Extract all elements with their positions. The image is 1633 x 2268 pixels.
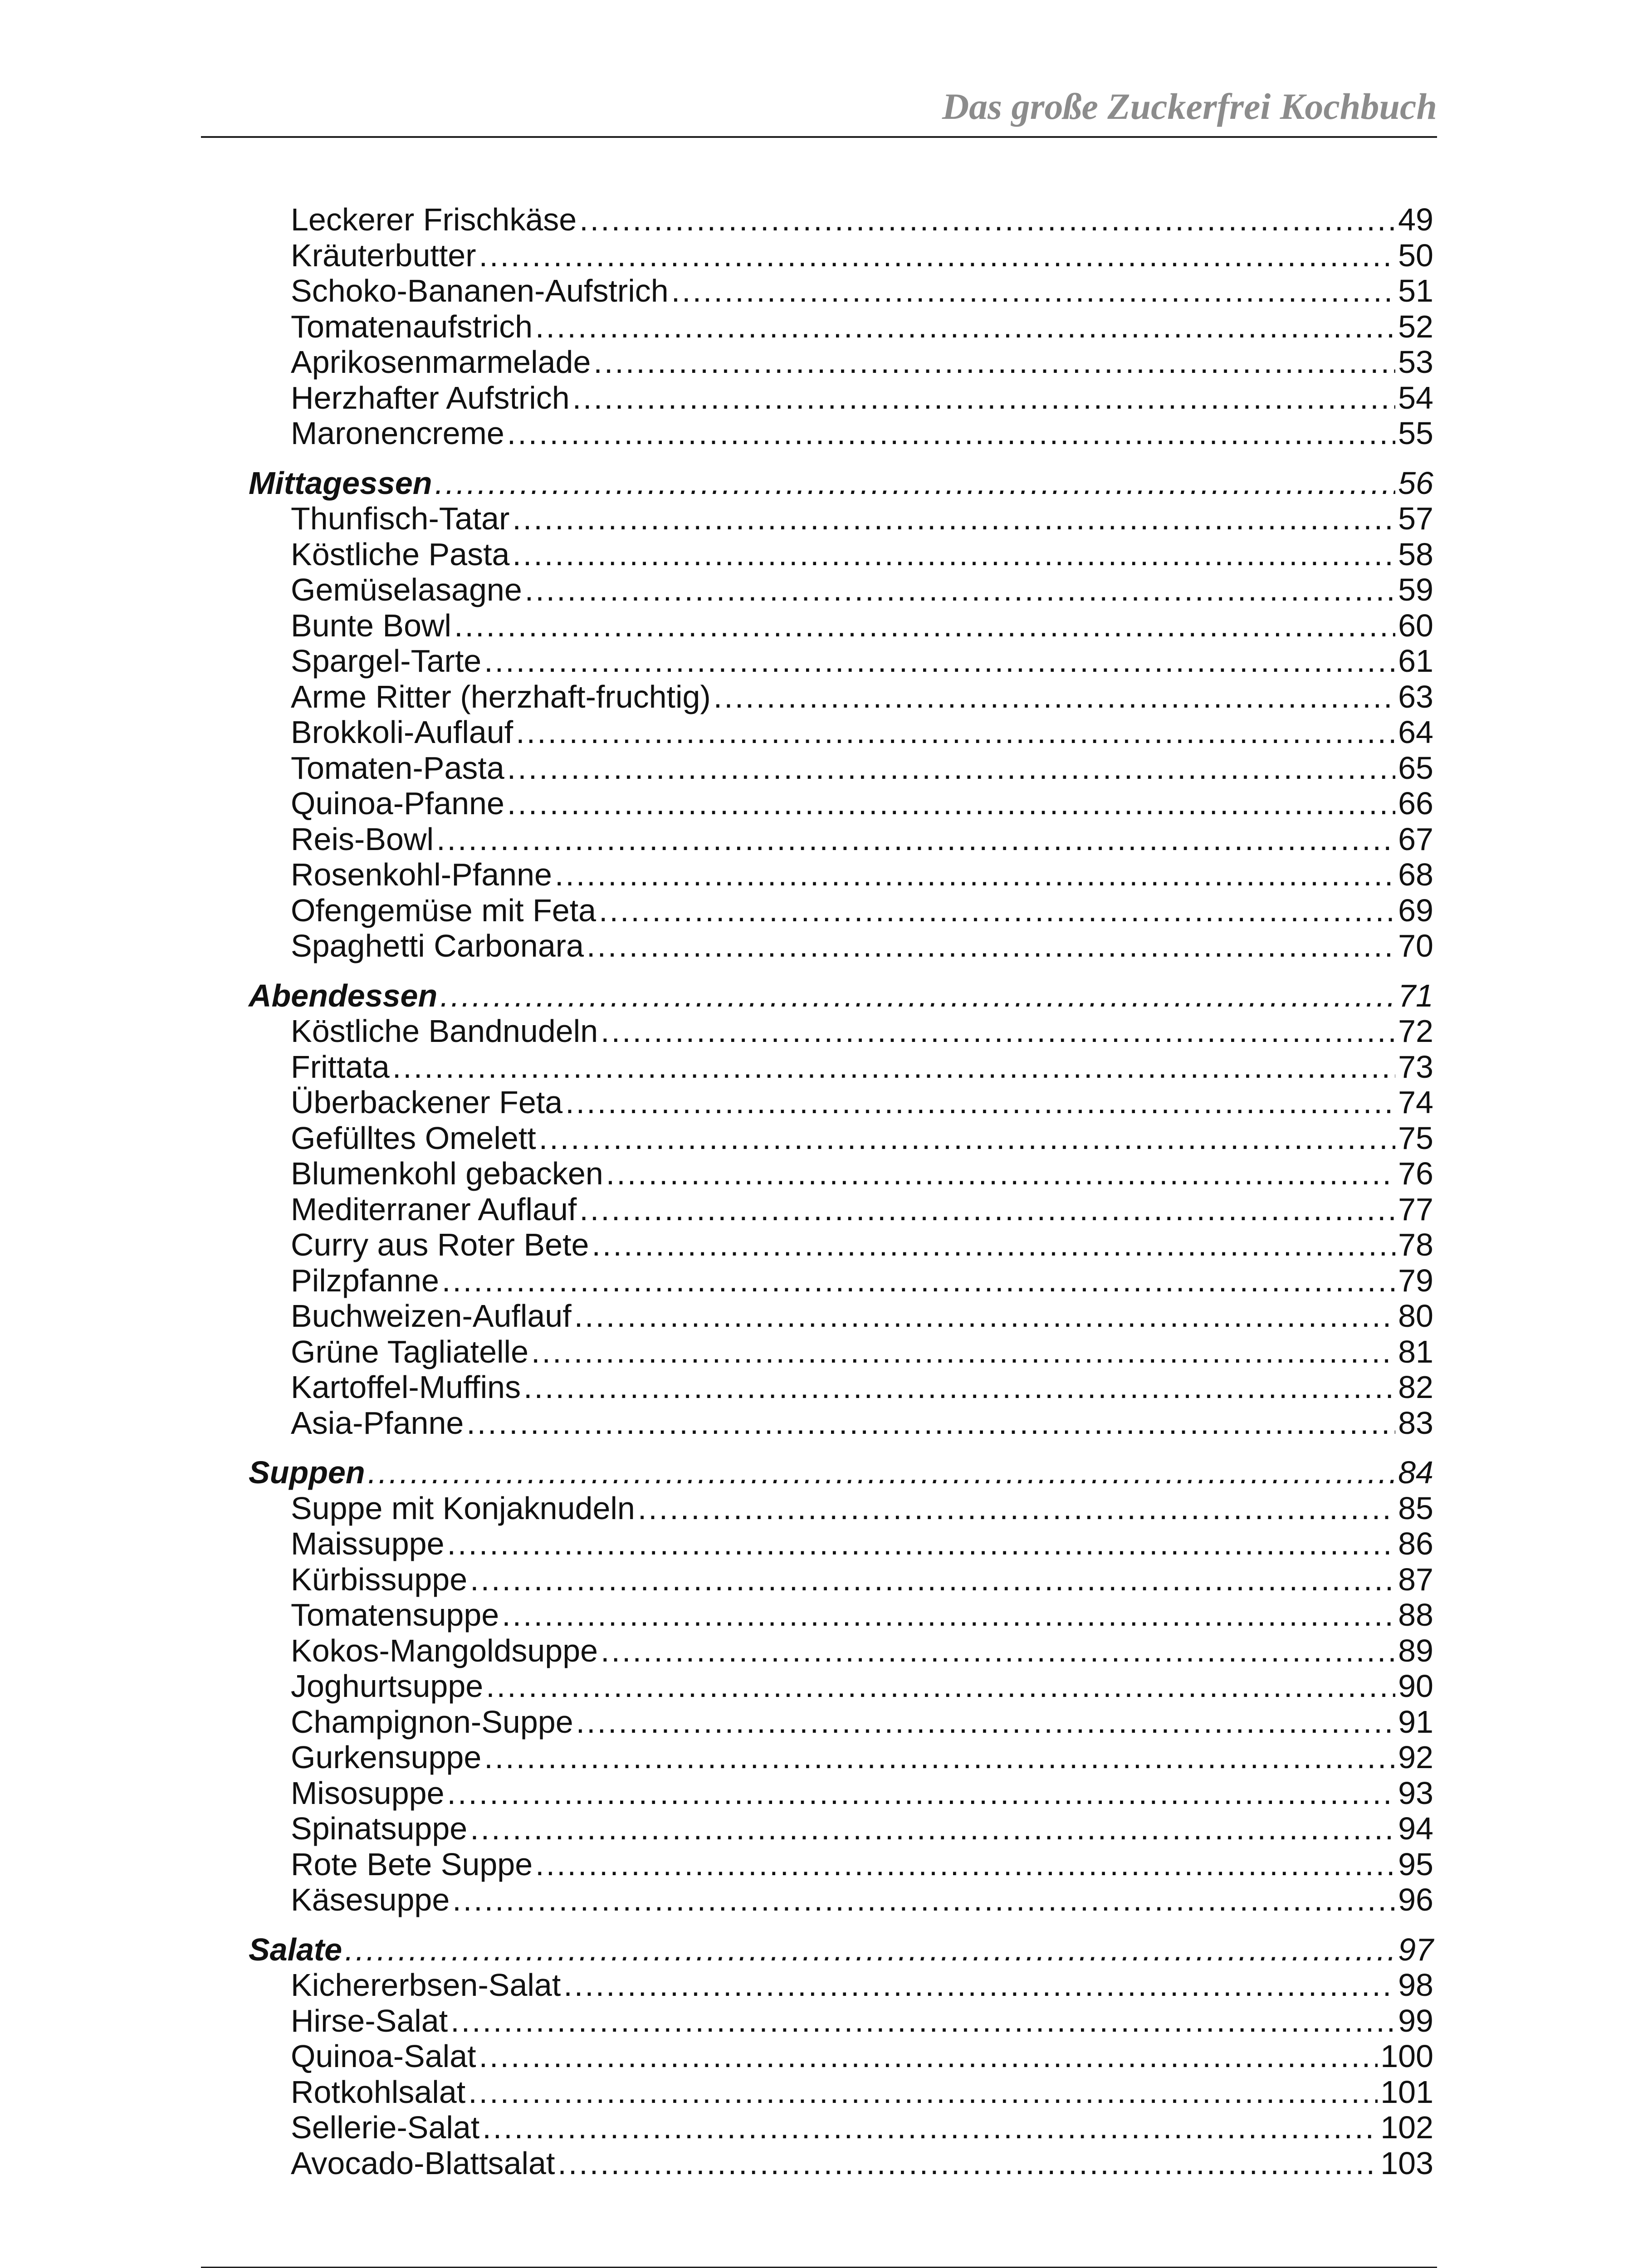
toc-entry-title: Maissuppe — [291, 1526, 445, 1561]
toc-dot-leader — [525, 572, 1395, 608]
toc-entry — [249, 273, 1433, 309]
toc-entry-page-number: 75 — [1398, 1120, 1433, 1156]
toc-entry-page-number: 74 — [1398, 1085, 1433, 1120]
toc-entry — [249, 1369, 1433, 1405]
toc-entry-page-number: 101 — [1380, 2074, 1433, 2110]
toc-entry-page-number: 87 — [1398, 1561, 1433, 1597]
toc-entry-title: Tomatenaufstrich — [291, 308, 533, 344]
toc-entry-page-number: 95 — [1398, 1846, 1433, 1882]
toc-entry-page-number: 100 — [1380, 2038, 1433, 2074]
toc-entry-title: Köstliche Bandnudeln — [291, 1013, 598, 1049]
toc-entry-title: Herzhafter Aufstrich — [291, 380, 570, 415]
toc-dot-leader — [579, 1192, 1395, 1227]
toc-heading-title: Suppen — [249, 1455, 365, 1490]
toc-entry-page-number: 64 — [1398, 714, 1433, 750]
toc-entry-page-number: 50 — [1398, 237, 1433, 273]
toc-dot-leader — [435, 465, 1396, 501]
toc-heading-title: Abendessen — [249, 978, 438, 1013]
toc-entry — [249, 238, 1433, 274]
toc-section — [249, 978, 1433, 1441]
toc-dot-leader — [436, 821, 1395, 857]
toc-entry-title: Asia-Pfanne — [291, 1405, 464, 1441]
toc-dot-leader — [671, 273, 1395, 309]
toc-entry-title: Frittata — [291, 1049, 390, 1085]
toc-entry-page-number: 63 — [1398, 679, 1433, 714]
toc-dot-leader — [454, 608, 1395, 644]
toc-entry-page-number: 66 — [1398, 786, 1433, 821]
toc-dot-leader — [392, 1049, 1395, 1085]
toc-heading-title: Mittagessen — [249, 465, 432, 501]
toc-entry-title: Tomaten-Pasta — [291, 750, 504, 786]
toc-entry-page-number: 102 — [1380, 2110, 1433, 2145]
toc-entry-title: Reis-Bowl — [291, 821, 434, 857]
toc-dot-leader — [447, 1526, 1396, 1562]
toc-entry-page-number: 70 — [1398, 928, 1433, 963]
toc-entry-page-number: 89 — [1398, 1633, 1433, 1668]
toc-entry-page-number: 93 — [1398, 1775, 1433, 1811]
toc-dot-leader — [507, 750, 1395, 786]
toc-entry-title: Champignon-Suppe — [291, 1704, 573, 1740]
toc-entry — [249, 1526, 1433, 1562]
toc-entry-page-number: 61 — [1398, 643, 1433, 679]
toc-entry-title: Blumenkohl gebacken — [291, 1156, 603, 1191]
toc-dot-leader — [535, 1847, 1395, 1882]
toc-entry-page-number: 60 — [1398, 607, 1433, 643]
toc-entry-page-number: 78 — [1398, 1227, 1433, 1262]
toc-entry-title: Bunte Bowl — [291, 607, 452, 643]
toc-dot-leader — [601, 1633, 1395, 1669]
toc-entry — [249, 1704, 1433, 1740]
table-of-contents — [249, 202, 1433, 2195]
toc-dot-leader — [539, 1120, 1395, 1156]
toc-entry — [249, 928, 1433, 964]
toc-entry-title: Käsesuppe — [291, 1882, 450, 1917]
toc-entry — [249, 1775, 1433, 1811]
toc-entry — [249, 608, 1433, 644]
toc-dot-leader — [442, 1263, 1395, 1299]
toc-entry-page-number: 94 — [1398, 1811, 1433, 1846]
toc-entry — [249, 786, 1433, 821]
toc-entry-page-number: 85 — [1398, 1490, 1433, 1526]
toc-entry — [249, 1049, 1433, 1085]
toc-section — [249, 1932, 1433, 2181]
toc-entry-title: Quinoa-Pfanne — [291, 786, 504, 821]
toc-entry-page-number: 72 — [1398, 1013, 1433, 1049]
toc-entry-title: Ofengemüse mit Feta — [291, 892, 596, 928]
toc-entry-page-number: 99 — [1398, 2003, 1433, 2038]
toc-entry — [249, 501, 1433, 537]
toc-entry — [249, 309, 1433, 345]
toc-entry-title: Curry aus Roter Bete — [291, 1227, 589, 1262]
toc-entry — [249, 572, 1433, 608]
toc-dot-leader — [507, 786, 1395, 821]
toc-heading-page-number: 84 — [1398, 1455, 1433, 1490]
header-divider — [201, 136, 1437, 138]
toc-entry-title: Tomatensuppe — [291, 1597, 499, 1633]
toc-entry-page-number: 96 — [1398, 1882, 1433, 1917]
toc-entry-title: Sellerie-Salat — [291, 2110, 480, 2145]
toc-dot-leader — [579, 202, 1395, 238]
toc-heading-title: Salate — [249, 1931, 342, 1967]
toc-dot-leader — [563, 1967, 1395, 2003]
toc-dot-leader — [479, 2038, 1378, 2074]
toc-dot-leader — [606, 1156, 1395, 1192]
toc-entry-title: Avocado-Blattsalat — [291, 2145, 555, 2181]
toc-dot-leader — [447, 1775, 1396, 1811]
toc-section — [249, 1455, 1433, 1918]
toc-entry — [249, 1597, 1433, 1633]
toc-entry — [249, 821, 1433, 857]
toc-entry — [249, 1192, 1433, 1227]
toc-dot-leader — [470, 1562, 1395, 1598]
toc-section-heading — [249, 978, 1433, 1014]
toc-entry-title: Brokkoli-Auflauf — [291, 714, 513, 750]
toc-entry-page-number: 91 — [1398, 1704, 1433, 1740]
toc-entry — [249, 537, 1433, 572]
toc-dot-leader — [479, 238, 1396, 274]
toc-entry-page-number: 53 — [1398, 344, 1433, 380]
toc-entry-page-number: 103 — [1380, 2145, 1433, 2181]
toc-entry — [249, 643, 1433, 679]
toc-dot-leader — [565, 1085, 1395, 1120]
toc-entry — [249, 380, 1433, 416]
toc-entry — [249, 1882, 1433, 1918]
toc-entry-title: Thunfisch-Tatar — [291, 501, 510, 536]
toc-entry — [249, 1811, 1433, 1847]
toc-dot-leader — [535, 309, 1395, 345]
toc-entry-title: Gurkensuppe — [291, 1740, 482, 1775]
toc-entry-title: Rotkohlsalat — [291, 2074, 466, 2110]
toc-entry-title: Kürbissuppe — [291, 1561, 468, 1597]
toc-entry — [249, 893, 1433, 929]
toc-entry-title: Grüne Tagliatelle — [291, 1334, 529, 1369]
toc-entry-title: Aprikosenmarmelade — [291, 344, 591, 380]
toc-entry-title: Joghurtsuppe — [291, 1668, 484, 1704]
toc-entry — [249, 679, 1433, 715]
toc-entry — [249, 1156, 1433, 1192]
toc-entry-title: Gemüselasagne — [291, 572, 522, 607]
toc-heading-page-number: 56 — [1398, 465, 1433, 501]
toc-entry — [249, 1120, 1433, 1156]
toc-entry-page-number: 52 — [1398, 308, 1433, 344]
toc-entry-page-number: 73 — [1398, 1049, 1433, 1085]
toc-entry — [249, 1334, 1433, 1370]
toc-entry — [249, 750, 1433, 786]
toc-entry-title: Buchweizen-Auflauf — [291, 1298, 572, 1334]
toc-dot-leader — [512, 537, 1395, 572]
toc-dot-leader — [466, 1405, 1395, 1441]
toc-entry — [249, 1633, 1433, 1669]
toc-entry-page-number: 83 — [1398, 1405, 1433, 1441]
toc-dot-leader — [468, 2074, 1378, 2110]
toc-entry-page-number: 81 — [1398, 1334, 1433, 1369]
running-header-book-title: Das große Zuckerfrei Kochbuch — [942, 86, 1437, 127]
toc-entry-page-number: 79 — [1398, 1262, 1433, 1298]
toc-dot-leader — [555, 857, 1395, 893]
toc-entry — [249, 1562, 1433, 1598]
toc-entry-title: Arme Ritter (herzhaft-fruchtig) — [291, 679, 711, 714]
toc-section-heading — [249, 465, 1433, 501]
toc-entry-page-number: 69 — [1398, 892, 1433, 928]
toc-entry-page-number: 90 — [1398, 1668, 1433, 1704]
toc-entry-title: Gefülltes Omelett — [291, 1120, 536, 1156]
toc-entry-title: Kichererbsen-Salat — [291, 1967, 561, 2003]
toc-heading-page-number: 71 — [1398, 978, 1433, 1013]
toc-entry-title: Rote Bete Suppe — [291, 1846, 533, 1882]
toc-entry-title: Hirse-Salat — [291, 2003, 448, 2038]
toc-dot-leader — [576, 1704, 1395, 1740]
toc-entry-page-number: 57 — [1398, 501, 1433, 536]
toc-entry-page-number: 49 — [1398, 202, 1433, 237]
toc-entry — [249, 1668, 1433, 1704]
toc-section-heading — [249, 1455, 1433, 1491]
toc-dot-leader — [507, 415, 1395, 451]
toc-entry-page-number: 54 — [1398, 380, 1433, 415]
toc-section-heading — [249, 1932, 1433, 1968]
toc-entry-page-number: 80 — [1398, 1298, 1433, 1334]
toc-dot-leader — [593, 344, 1395, 380]
toc-entry — [249, 1847, 1433, 1882]
toc-dot-leader — [531, 1334, 1395, 1370]
toc-entry-page-number: 58 — [1398, 536, 1433, 572]
toc-entry-page-number: 86 — [1398, 1526, 1433, 1561]
toc-entry-page-number: 68 — [1398, 857, 1433, 892]
toc-entry-page-number: 92 — [1398, 1740, 1433, 1775]
toc-entry — [249, 2038, 1433, 2074]
toc-entry-title: Leckerer Frischkäse — [291, 202, 577, 237]
toc-dot-leader — [557, 2146, 1378, 2181]
toc-dot-leader — [592, 1227, 1395, 1263]
toc-entry — [249, 857, 1433, 893]
toc-entry-title: Suppe mit Konjaknudeln — [291, 1490, 635, 1526]
toc-entry-title: Rosenkohl-Pfanne — [291, 857, 552, 892]
toc-dot-leader — [516, 714, 1395, 750]
toc-dot-leader — [601, 1013, 1395, 1049]
toc-entry-title: Schoko-Bananen-Aufstrich — [291, 273, 669, 308]
toc-entry-page-number: 51 — [1398, 273, 1433, 308]
toc-entry — [249, 1740, 1433, 1775]
toc-dot-leader — [502, 1597, 1395, 1633]
toc-entry-title: Spargel-Tarte — [291, 643, 482, 679]
toc-entry-title: Kokos-Mangoldsuppe — [291, 1633, 598, 1668]
toc-entry — [249, 1405, 1433, 1441]
toc-entry-title: Spaghetti Carbonara — [291, 928, 584, 963]
toc-section — [249, 465, 1433, 964]
toc-dot-leader — [450, 2003, 1395, 2039]
toc-entry — [249, 1263, 1433, 1299]
toc-dot-leader — [574, 1298, 1395, 1334]
toc-entry-title: Maronencreme — [291, 415, 504, 451]
toc-entry — [249, 2146, 1433, 2181]
toc-dot-leader — [470, 1811, 1395, 1847]
toc-entry — [249, 1085, 1433, 1120]
toc-dot-leader — [638, 1491, 1395, 1526]
toc-entry-title: Kräuterbutter — [291, 237, 476, 273]
toc-dot-leader — [486, 1668, 1395, 1704]
toc-entry — [249, 344, 1433, 380]
toc-entry — [249, 415, 1433, 451]
toc-entry-title: Köstliche Pasta — [291, 536, 510, 572]
toc-entry — [249, 2074, 1433, 2110]
toc-entry-page-number: 55 — [1398, 415, 1433, 451]
toc-dot-leader — [440, 978, 1395, 1014]
toc-entry — [249, 1227, 1433, 1263]
toc-dot-leader — [484, 643, 1395, 679]
toc-dot-leader — [452, 1882, 1395, 1918]
toc-entry-title: Misosuppe — [291, 1775, 445, 1811]
toc-entry-page-number: 67 — [1398, 821, 1433, 857]
toc-dot-leader — [587, 928, 1395, 964]
toc-entry-page-number: 77 — [1398, 1191, 1433, 1227]
toc-entry-title: Überbackener Feta — [291, 1085, 563, 1120]
toc-entry — [249, 1013, 1433, 1049]
toc-entry-page-number: 82 — [1398, 1369, 1433, 1405]
toc-entry-title: Quinoa-Salat — [291, 2038, 476, 2074]
toc-entry — [249, 1967, 1433, 2003]
toc-dot-leader — [714, 679, 1395, 715]
toc-entry-title: Mediterraner Auflauf — [291, 1191, 577, 1227]
toc-entry — [249, 1298, 1433, 1334]
toc-entry — [249, 714, 1433, 750]
toc-entry-title: Pilzpfanne — [291, 1262, 439, 1298]
toc-heading-page-number: 97 — [1398, 1931, 1433, 1967]
toc-entry — [249, 2003, 1433, 2039]
toc-dot-leader — [599, 893, 1395, 929]
toc-section — [249, 202, 1433, 451]
toc-entry-page-number: 65 — [1398, 750, 1433, 786]
toc-dot-leader — [512, 501, 1395, 537]
toc-dot-leader — [345, 1932, 1395, 1968]
toc-dot-leader — [482, 2110, 1378, 2146]
toc-dot-leader — [523, 1369, 1395, 1405]
toc-entry-title: Spinatsuppe — [291, 1811, 468, 1846]
toc-entry — [249, 2110, 1433, 2146]
toc-entry-page-number: 98 — [1398, 1967, 1433, 2003]
toc-entry — [249, 1491, 1433, 1526]
toc-dot-leader — [368, 1455, 1395, 1491]
toc-entry-page-number: 59 — [1398, 572, 1433, 607]
toc-dot-leader — [484, 1740, 1395, 1775]
toc-entry-title: Kartoffel-Muffins — [291, 1369, 521, 1405]
toc-entry — [249, 202, 1433, 238]
toc-dot-leader — [572, 380, 1395, 416]
toc-entry-page-number: 76 — [1398, 1156, 1433, 1191]
toc-entry-page-number: 88 — [1398, 1597, 1433, 1633]
